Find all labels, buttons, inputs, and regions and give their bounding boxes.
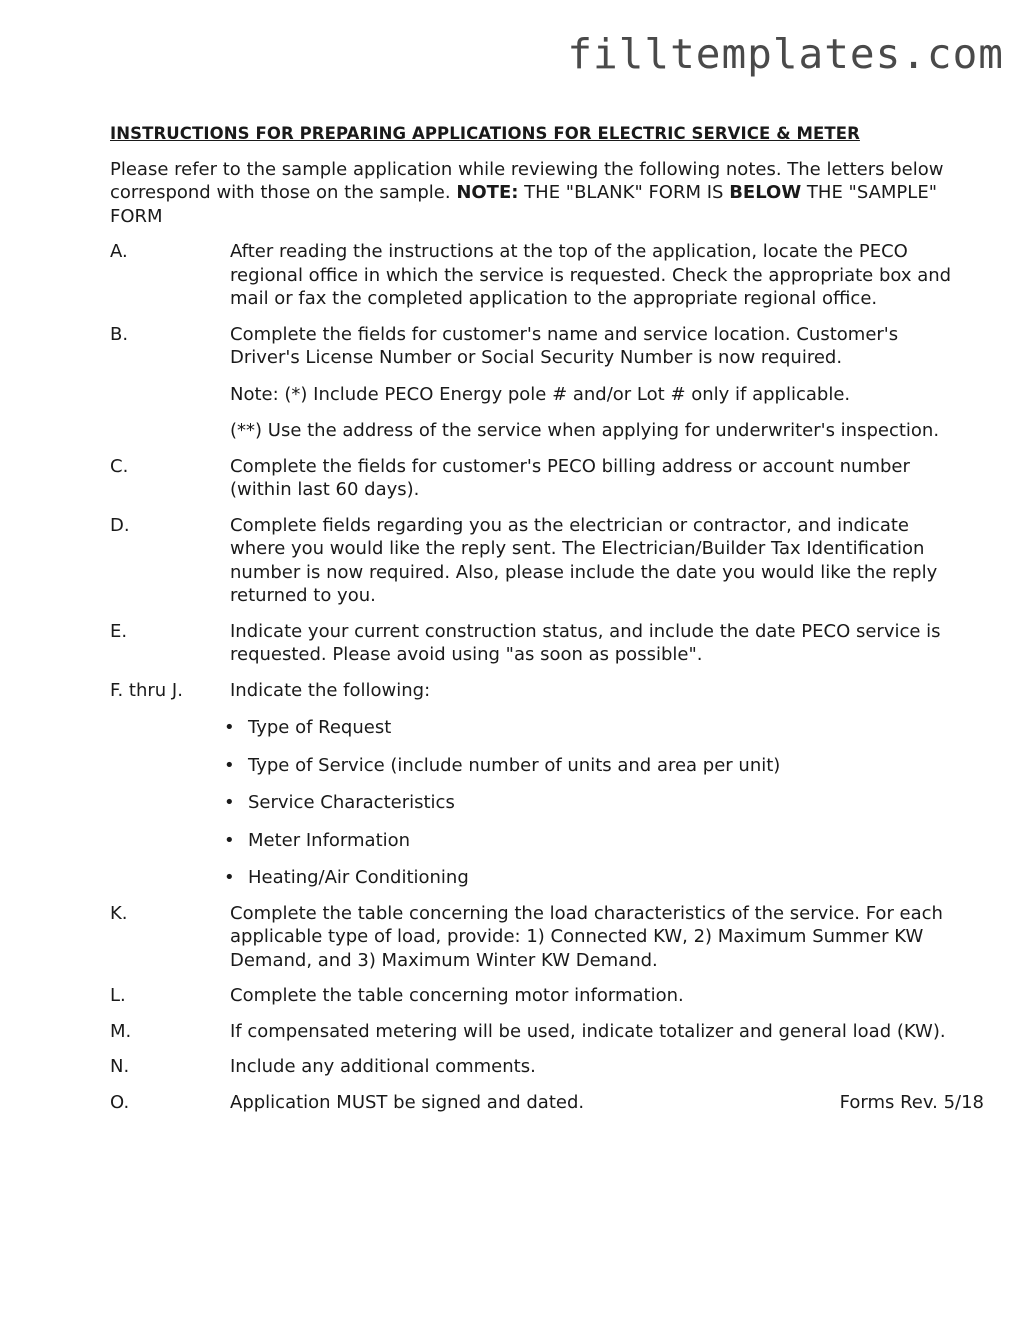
- document-title: INSTRUCTIONS FOR PREPARING APPLICATIONS FOR ELECTRIC SERVICE & METER: [110, 124, 860, 143]
- item-k-letter: K.: [110, 902, 128, 924]
- item-m: [110, 1020, 970, 1044]
- watermark-text: filltemplates.com: [567, 30, 1004, 78]
- bullet-icon: •: [224, 867, 235, 888]
- item-n-text: Include any additional comments.: [230, 1056, 536, 1077]
- item-b: [110, 323, 970, 443]
- item-c-text: Complete the fields for customer's PECO billing address or account number (within last 60 days).: [230, 455, 910, 500]
- item-l-letter: L.: [110, 985, 126, 1006]
- item-l: [110, 984, 970, 1008]
- item-m-text: If compensated metering will be used, indicate totalizer and general load (KW).: [230, 1020, 946, 1042]
- item-l-text: Complete the table concerning motor information.: [230, 985, 684, 1006]
- item-d: [110, 514, 970, 608]
- bullet-text: Type of Service (include number of units and area per unit): [248, 754, 781, 776]
- item-b-body: [230, 323, 970, 443]
- bullet-list: [224, 716, 960, 890]
- item-n: [110, 1055, 970, 1079]
- item-b-note-1: Note: (*) Include PECO Energy pole # and/or Lot # only if applicable.: [230, 383, 851, 405]
- item-k: [110, 902, 970, 973]
- item-o-letter: O.: [110, 1091, 130, 1113]
- item-fj-letter: F. thru J.: [110, 679, 183, 701]
- item-fj-body: [224, 679, 970, 890]
- intro-text-1: Please refer to the sample application while reviewing the following notes. The letters below correspond with those on the sample.: [110, 158, 944, 203]
- list-item: [224, 829, 960, 853]
- item-b-letter: B.: [110, 323, 129, 345]
- item-f-thru-j: [110, 679, 970, 890]
- list-item: [224, 716, 960, 740]
- forms-revision: Forms Rev. 5/18: [839, 1091, 984, 1113]
- item-k-text: Complete the table concerning the load characteristics of the service. For each applicable type of load, provide: 1) Connected KW, 2) Maximum Summer KW Demand, and 3) Maximum Winter KW Demand.: [230, 902, 943, 971]
- bullet-text: Meter Information: [248, 829, 411, 851]
- intro-text-2: THE "BLANK" FORM IS: [518, 182, 730, 203]
- item-e: [110, 620, 970, 667]
- document-body: [110, 122, 984, 1126]
- bullet-icon: •: [224, 792, 235, 813]
- intro-below: BELOW: [729, 182, 802, 203]
- bullet-icon: •: [224, 754, 235, 776]
- item-b-text: Complete the fields for customer's name and service location. Customer's Driver's License Number or Social Security Number is now required.: [230, 323, 899, 368]
- item-c-letter: C.: [110, 455, 129, 477]
- item-o-text: Application MUST be signed and dated.: [230, 1091, 585, 1113]
- intro-note-label: NOTE:: [456, 182, 519, 203]
- intro-paragraph: [110, 158, 970, 229]
- bullet-text: Service Characteristics: [248, 792, 455, 813]
- item-d-text: Complete fields regarding you as the electrician or contractor, and indicate where you would like the reply sent. The Electrician/Builder Tax Identification number is now required. Also, please include the date you would like the reply returned to you.: [230, 514, 938, 606]
- bullet-text: Type of Request: [248, 717, 392, 738]
- item-d-letter: D.: [110, 514, 130, 536]
- list-item: [224, 866, 960, 890]
- item-e-letter: E.: [110, 620, 128, 642]
- list-item: [224, 754, 960, 778]
- item-e-text: Indicate your current construction status, and include the date PECO service is requested. Please avoid using "as soon as possible".: [230, 620, 941, 665]
- item-fj-text: Indicate the following:: [230, 679, 431, 701]
- item-a-text: After reading the instructions at the top of the application, locate the PECO regional office in which the service is requested. Check the appropriate box and mail or fax the completed application to the appropriate regional office.: [230, 241, 952, 309]
- item-b-note-2: (**) Use the address of the service when applying for underwriter's inspection.: [230, 420, 940, 441]
- intro-text-3: THE "SAMPLE" FORM: [110, 182, 937, 227]
- bullet-icon: •: [224, 829, 235, 851]
- item-m-letter: M.: [110, 1020, 132, 1042]
- list-item: [224, 791, 960, 815]
- item-o-body: [230, 1091, 984, 1115]
- bullet-text: Heating/Air Conditioning: [248, 867, 469, 888]
- bullet-icon: •: [224, 717, 235, 738]
- item-c: [110, 455, 970, 502]
- item-a: [110, 240, 970, 311]
- item-n-letter: N.: [110, 1056, 130, 1077]
- item-a-letter: A.: [110, 241, 128, 262]
- item-o: [110, 1091, 984, 1115]
